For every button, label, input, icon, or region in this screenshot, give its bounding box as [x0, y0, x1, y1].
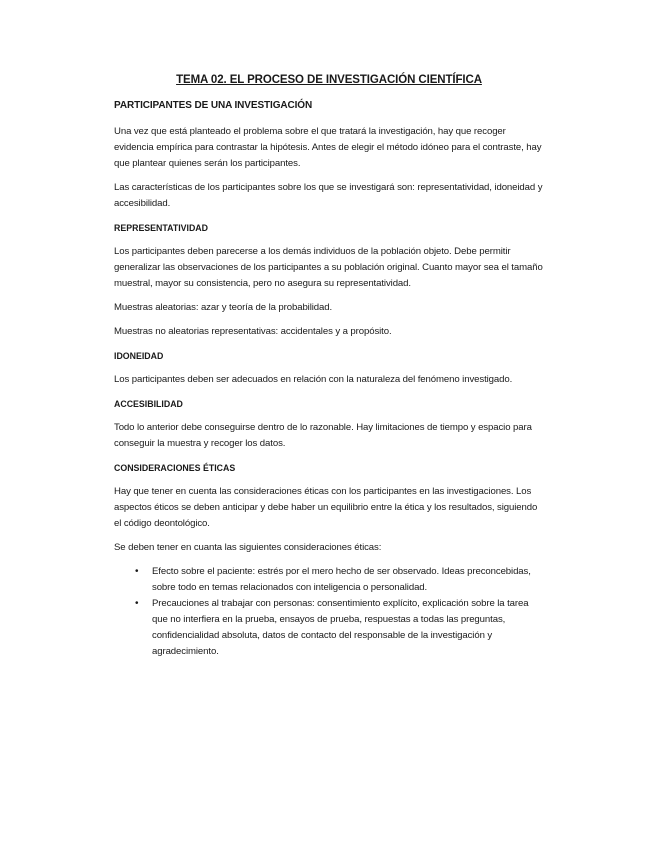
- heading-participantes: PARTICIPANTES DE UNA INVESTIGACIÓN: [114, 100, 313, 111]
- paragraph-muestras-no-aleatorias: Muestras no aleatorias representativas: accidentales y a propósito.: [114, 326, 392, 337]
- heading-idoneidad: IDONEIDAD: [114, 351, 164, 361]
- paragraph-intro: Una vez que está planteado el problema sobre el que tratará la investigación, hay que recoger evidencia empírica para contrastar la hipótesis. Antes de elegir el método idóneo para el contraste, hay que plantear quienes serán los participantes.: [114, 126, 542, 169]
- paragraph-representatividad: Los participantes deben parecerse a los demás individuos de la población objeto. Debe permitir generalizar las observaciones de los participantes a su población original. Cuanto mayor sea el tamaño muestral, mayor su consistencia, pero no asegura su representatividad.: [114, 246, 543, 289]
- paragraph-caracteristicas: Las características de los participantes sobre los que se investigará son: representatividad, idoneidad y accesibilidad.: [114, 182, 543, 209]
- paragraph-muestras-aleatorias: Muestras aleatorias: azar y teoría de la probabilidad.: [114, 302, 333, 313]
- paragraph-idoneidad: Los participantes deben ser adecuados en relación con la naturaleza del fenómeno investigado.: [114, 374, 513, 385]
- bullet-icon: •: [135, 566, 139, 577]
- paragraph-accesibilidad: Todo lo anterior debe conseguirse dentro de lo razonable. Hay limitaciones de tiempo y espacio para conseguir la muestra y recoger los datos.: [114, 422, 532, 449]
- heading-accesibilidad: ACCESIBILIDAD: [114, 399, 183, 409]
- paragraph-eticas: Hay que tener en cuenta las consideraciones éticas con los participantes en las investigaciones. Los aspectos éticos se deben anticipar y debe haber un equilibrio entre la ética y los resultados, siguiendo el código deontológico.: [114, 486, 538, 529]
- list-item-text: Efecto sobre el paciente: estrés por el mero hecho de ser observado. Ideas preconcebidas, sobre todo en temas relacionados con inteligencia o personalidad.: [152, 566, 531, 593]
- document-page: [114, 72, 544, 660]
- bullet-icon: •: [135, 598, 139, 609]
- document-title: TEMA 02. EL PROCESO DE INVESTIGACIÓN CIENTÍFICA: [176, 74, 482, 86]
- heading-representatividad: REPRESENTATIVIDAD: [114, 223, 209, 233]
- list-item-text: Precauciones al trabajar con personas: consentimiento explícito, explicación sobre la tarea que no interfiera en la prueba, ensayos de prueba, respuestas a todas las preguntas, confidencialidad absoluta, datos de contacto del responsable de la investigación y agradecimiento.: [152, 598, 529, 657]
- paragraph-lista-intro: Se deben tener en cuanta las siguientes consideraciones éticas:: [114, 542, 382, 553]
- list-item: [135, 596, 544, 660]
- heading-consideraciones-eticas: CONSIDERACIONES ÉTICAS: [114, 463, 236, 473]
- ethics-list: [114, 564, 544, 660]
- list-item: [135, 564, 544, 596]
